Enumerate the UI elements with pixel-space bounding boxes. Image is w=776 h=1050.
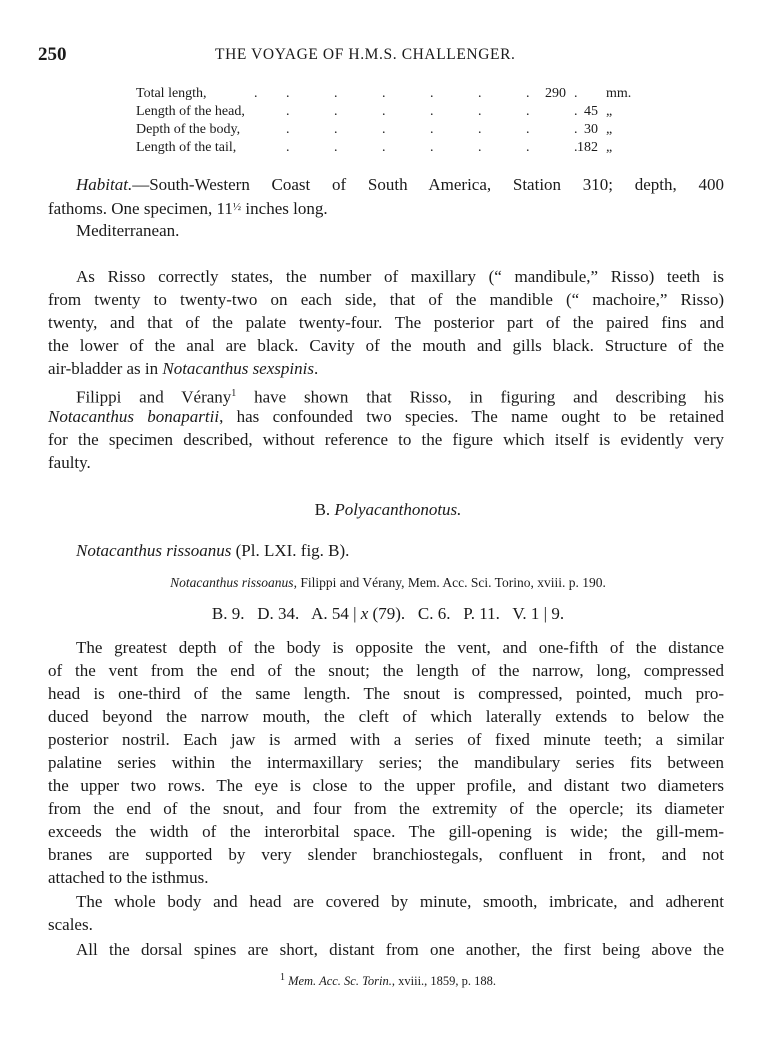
- measurement-unit: „: [606, 104, 613, 119]
- text-line: attached to the isthmus.: [48, 868, 209, 887]
- measurement-unit: „: [606, 122, 613, 137]
- measurement-label: Total length,: [136, 86, 207, 101]
- paragraph-risso: [48, 265, 724, 380]
- measurement-label: Length of the tail,: [136, 140, 237, 155]
- measurement-value: 45: [584, 104, 598, 119]
- text-line: the lower of the anal are black. Cavity of the mouth and gills black. Structure of the: [48, 336, 724, 355]
- paragraph-dorsal: [48, 938, 724, 961]
- habitat-line: fathoms. One specimen, $11^{\frac{1}{2}}$ inches long.: [48, 199, 328, 218]
- section-heading: B. Polyacanthonotus.: [314, 500, 462, 519]
- measurement-row: Length of the tail, . . . . . . . 182 „: [136, 140, 613, 155]
- text-line: of the vent from the end of the snout; the length of the narrow, long, compressed: [48, 661, 724, 680]
- habitat-line: Mediterranean.: [76, 221, 180, 240]
- paragraph-scales: [48, 890, 724, 936]
- paragraph-description: [48, 636, 724, 889]
- text-line: the upper two rows. The eye is close to the upper profile, and distant two diameters: [48, 776, 724, 795]
- measurement-label: Length of the head,: [136, 104, 245, 119]
- footnote-number: 1: [279, 972, 285, 983]
- fin-formula: B. 9. D. 34. A. 54 | x (79). C. 6. P. 11. V. 1 | 9.: [211, 604, 565, 623]
- text-line: duced beyond the narrow mouth, the cleft of which laterally extends to below the: [48, 707, 724, 726]
- measurement-row: Depth of the body, . . . . . . . 30 „: [136, 122, 613, 137]
- text-line: scales.: [48, 915, 93, 934]
- habitat-line: Habitat.—South-Western Coast of South America, Station 310; depth, 400: [76, 175, 724, 194]
- footnote: $^1$ Mem. Acc. Sc. Torin., xviii., 1859, p. 188.: [279, 972, 497, 989]
- text-line: air-bladder as in Notacanthus sexspinis.: [48, 359, 319, 378]
- text-line: exceeds the width of the interorbital space. The gill-opening is wide; the gill-mem-: [48, 822, 724, 841]
- measurement-value: 182: [577, 140, 598, 155]
- text-line: All the dorsal spines are short, distant from one another, the first being above the: [76, 940, 724, 959]
- measurement-unit: „: [606, 140, 613, 155]
- text-line: faulty.: [48, 453, 91, 472]
- page-number: 250: [38, 44, 67, 65]
- measurement-value: 30: [584, 122, 598, 137]
- text-line: branes are supported by very slender branchiostegals, confluent in front, and not: [48, 845, 724, 864]
- text-line: The greatest depth of the body is opposite the vent, and one-fifth of the distance: [76, 638, 724, 657]
- running-title: THE VOYAGE OF H.M.S. CHALLENGER.: [215, 46, 516, 63]
- text-line: from the end of the snout, and four from the extremity of the opercle; its diameter: [48, 799, 724, 818]
- text-line: Notacanthus bonapartii, has confounded two species. The name ought to be retained: [48, 407, 724, 426]
- footnote-mark: 1: [231, 388, 237, 399]
- text-line: palatine series within the intermaxillary series; the mandibulary series fits between: [48, 753, 724, 772]
- measurement-value: 290: [545, 86, 566, 101]
- text-line: Filippi and Vérany$^1$ have shown that Risso, in figuring and describing his: [76, 387, 724, 407]
- measurement-row: Length of the head, . . . . . . . 45 „: [136, 104, 613, 119]
- text-line: posterior nostril. Each jaw is armed with a series of fixed minute teeth; a similar: [48, 730, 724, 749]
- text-line: for the specimen described, without reference to the figure which itself is evidently very: [48, 430, 724, 449]
- fraction: ½: [232, 201, 242, 213]
- text-line: head is one-third of the same length. The snout is compressed, pointed, much pro-: [48, 684, 724, 703]
- measurement-label: Depth of the body,: [136, 122, 241, 137]
- paragraph-filippi: [48, 382, 724, 474]
- measurement-unit: mm.: [606, 86, 632, 101]
- text-line: The whole body and head are covered by minute, smooth, imbricate, and adherent: [76, 892, 724, 911]
- habitat-lead: Habitat.: [76, 175, 133, 194]
- text-line: As Risso correctly states, the number of maxillary (“ mandibule,” Risso) teeth is: [76, 267, 724, 286]
- measurement-row: Total length, . . . . . . . . 290 mm.: [136, 86, 632, 101]
- text-line: twenty, and that of the palate twenty-four. The posterior part of the paired fins and: [48, 313, 724, 332]
- species-heading: Notacanthus rissoanus (Pl. LXI. fig. B).: [76, 541, 350, 560]
- habitat-paragraph: [48, 173, 724, 242]
- citation: Notacanthus rissoanus, Filippi and Vérany, Mem. Acc. Sci. Torino, xviii. p. 190.: [170, 575, 606, 590]
- text-line: from twenty to twenty-two on each side, that of the mandible (“ machoire,” Risso): [48, 290, 724, 309]
